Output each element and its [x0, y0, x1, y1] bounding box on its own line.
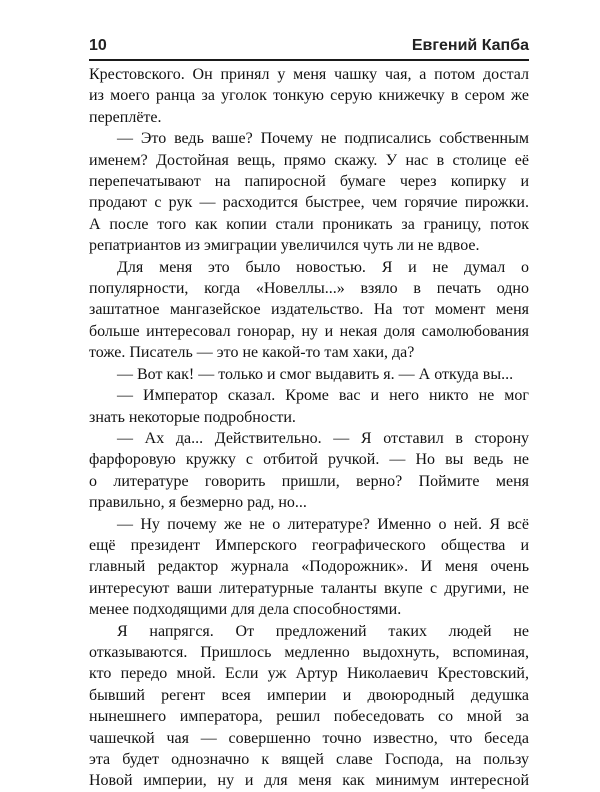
text-line: Крестовского. Он принял у меня чашку чая, а потом достал — [89, 66, 529, 83]
text-line: А после того как копии стали проникать за границу, поток — [89, 215, 529, 233]
body-text — [89, 64, 529, 792]
text-line: менее подходящими для дела способностями. — [89, 601, 402, 619]
text-line: — Ну почему же не о литературе? Именно о ней. Я всё — [117, 515, 529, 533]
text-line: продают с рук — расходится быстрее, чем горячие пирожки. — [89, 194, 529, 212]
text-line: — Император сказал. Кроме вас и него никто не мог — [117, 387, 529, 405]
text-line: эта будет однозначно к вящей славе Господа, на пользу — [89, 751, 529, 768]
text-line: репатриантов из эмиграции увеличился чуть ли не вдвое. — [89, 237, 480, 255]
text-line: фарфоровую кружку с отбитой ручкой. — Но вы ведь не — [89, 451, 529, 469]
text-line: бывший регент всея империи и двоюродный дедушка — [89, 686, 529, 704]
text-line: знать некоторые подробности. — [89, 408, 296, 426]
running-head-author: Евгений Капба — [411, 37, 529, 54]
text-line: Я напрягся. От предложений таких людей не — [117, 622, 529, 640]
text-line: нынешнего императора, решил побеседовать со мной за — [89, 708, 529, 726]
text-line: интересуют ваши литературные таланты вкупе с другими, не — [89, 579, 529, 597]
text-line: заштатное мангазейское издательство. На тот момент меня — [89, 301, 529, 319]
text-line: больше интересовал гонорар, ну и некая доля самолюбования — [89, 322, 529, 340]
page-number: 10 — [89, 37, 107, 54]
text-line: о литературе говорить пришли, верно? Поймите меня — [89, 472, 529, 490]
text-line: перепечатывают на папиросной бумаге через копирку и — [89, 173, 529, 191]
text-line: популярности, когда «Новеллы...» взяло в печать одно — [89, 280, 529, 298]
text-line: — Это ведь ваше? Почему не подписались собственным — [117, 130, 529, 148]
text-line: — Ах да... Действительно. — Я отставил в сторону — [117, 429, 529, 447]
text-line: — Вот как! — только и смог выдавить я. — А откуда вы... — [117, 365, 514, 383]
text-line: переплёте. — [89, 108, 162, 126]
text-line: чашечкой чая — совершенно точно известно, что беседа — [89, 729, 529, 747]
text-line: кто передо мной. Если уж Артур Николаевич Крестовский, — [89, 665, 529, 683]
text-line: Для меня это было новостью. Я и не думал о — [117, 258, 529, 276]
page-header — [89, 33, 529, 61]
text-line: отказываются. Пришлось медленно выдохнуть, вспоминая, — [89, 643, 529, 661]
text-line: тоже. Писатель — это не какой-то там хаки, да? — [89, 344, 415, 362]
text-line: ещё президент Имперского географического общества и — [89, 536, 529, 554]
text-line: из моего ранца за уголок тонкую серую книжечку в сером же — [89, 87, 529, 105]
text-line: правильно, я безмерно рад, но... — [89, 494, 307, 512]
text-line: Новой империи, ну и для меня как минимум интересной — [89, 772, 529, 790]
text-line: главный редактор журнала «Подорожник». И меня очень — [89, 558, 529, 576]
text-line: именем? Достойная вещь, прямо скажу. У нас в столице её — [89, 151, 529, 169]
